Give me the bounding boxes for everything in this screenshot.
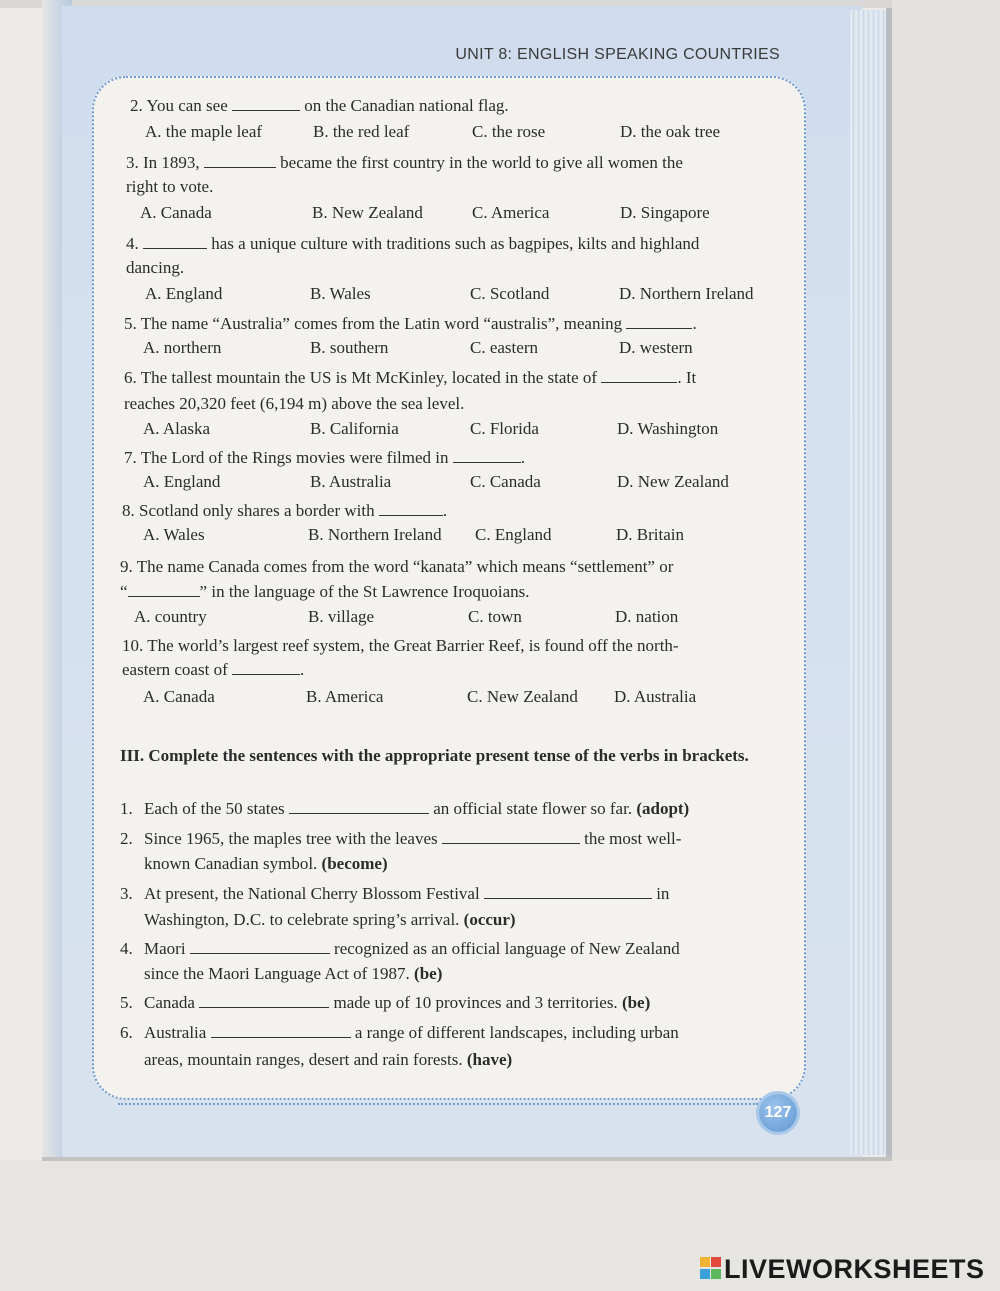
verb-hint: (occur) xyxy=(463,910,516,929)
option-b[interactable]: B. Australia xyxy=(310,472,392,491)
option-b[interactable]: B. New Zealand xyxy=(312,203,423,222)
sentence-text: a range of different landscapes, including urban xyxy=(350,1023,679,1042)
question-3-line xyxy=(126,175,213,198)
sentence-text: Washington, D.C. to celebrate spring’s arrival. xyxy=(144,910,464,929)
answer-blank[interactable] xyxy=(232,95,300,111)
verb-hint: (adopt) xyxy=(636,799,690,818)
question-text: 8. Scotland only shares a border with xyxy=(122,501,379,520)
item-number: 6. xyxy=(120,1023,133,1042)
question-text: 7. The Lord of the Rings movies were filmed in xyxy=(124,448,453,467)
item-number: 4. xyxy=(120,939,133,958)
liveworksheets-logo-text: LIVEWORKSHEETS xyxy=(724,1254,985,1284)
option-c[interactable]: C. England xyxy=(475,525,552,544)
sentence-line xyxy=(144,1048,512,1071)
answer-blank[interactable] xyxy=(626,313,692,329)
book-bottom-edge xyxy=(42,1157,892,1161)
answer-blank[interactable] xyxy=(232,659,300,675)
answer-blank[interactable] xyxy=(211,1022,351,1038)
question-text: dancing. xyxy=(126,258,185,277)
sentence-text: areas, mountain ranges, desert and rain forests. xyxy=(144,1050,467,1069)
option-a[interactable]: A. country xyxy=(134,607,207,626)
question-text: has a unique culture with traditions such as bagpipes, kilts and highland xyxy=(207,234,700,253)
sentence-line xyxy=(144,991,650,1014)
option-a[interactable]: A. England xyxy=(145,284,223,303)
sentence-text: Canada xyxy=(144,993,200,1012)
question-5-line xyxy=(124,312,697,335)
option-c[interactable]: C. Canada xyxy=(470,472,541,491)
option-d[interactable]: D. the oak tree xyxy=(620,122,721,141)
question-3-line xyxy=(126,151,683,174)
option-a[interactable]: A. Wales xyxy=(143,525,205,544)
question-text: 2. You can see xyxy=(130,96,232,115)
item-number: 1. xyxy=(120,799,133,818)
option-c[interactable]: C. Florida xyxy=(470,419,539,438)
question-text: . xyxy=(299,660,305,679)
sentence-text: the most well- xyxy=(579,829,682,848)
option-b[interactable]: B. village xyxy=(308,607,375,626)
question-text: 3. In 1893, xyxy=(126,153,204,172)
verb-hint: (be) xyxy=(414,964,443,983)
question-text: 5. The name “Australia” comes from the Latin word “australis”, meaning xyxy=(124,314,627,333)
question-text: “ xyxy=(120,582,128,601)
question-text: right to vote. xyxy=(126,177,214,196)
question-text: . xyxy=(692,314,697,333)
question-6-line xyxy=(124,392,464,415)
option-a[interactable]: A. Canada xyxy=(143,687,215,706)
answer-blank[interactable] xyxy=(204,152,276,168)
question-text: 6. The tallest mountain the US is Mt McKinley, located in the state of xyxy=(124,368,602,387)
sentence-line xyxy=(144,852,388,875)
answer-blank[interactable] xyxy=(453,447,521,463)
liveworksheets-logo-icon xyxy=(700,1257,722,1281)
answer-blank[interactable] xyxy=(442,828,580,844)
answer-blank[interactable] xyxy=(601,367,677,383)
sentence-line xyxy=(144,1021,679,1044)
question-7-line xyxy=(124,446,525,469)
question-4-line xyxy=(126,256,184,279)
sentence-text: recognized as an official language of New Zealand xyxy=(329,939,680,958)
question-text: . xyxy=(520,448,526,467)
question-text: . It xyxy=(677,368,697,387)
sentence-line xyxy=(144,908,516,931)
answer-blank[interactable] xyxy=(128,581,200,597)
sentence-text: known Canadian symbol. xyxy=(144,854,322,873)
option-d[interactable]: D. New Zealand xyxy=(617,472,729,491)
sentence-text: in xyxy=(651,884,670,903)
sentence-line xyxy=(144,882,669,905)
question-text: reaches 20,320 feet (6,194 m) above the sea level. xyxy=(124,394,465,413)
question-9-line xyxy=(120,580,530,603)
question-text: on the Canadian national flag. xyxy=(300,96,509,115)
sentence-text: Since 1965, the maples tree with the leaves xyxy=(144,829,442,848)
option-d[interactable]: D. Washington xyxy=(617,419,719,438)
question-text: ” in the language of the St Lawrence Iroquoians. xyxy=(199,582,530,601)
option-b[interactable]: B. Wales xyxy=(310,284,371,303)
item-number: 2. xyxy=(120,829,133,848)
option-b[interactable]: B. the red leaf xyxy=(313,122,410,141)
question-4-line xyxy=(126,232,699,255)
answer-blank[interactable] xyxy=(379,500,443,516)
answer-blank[interactable] xyxy=(289,798,429,814)
page-number: 127 xyxy=(759,1094,797,1132)
option-d[interactable]: D. Singapore xyxy=(620,203,710,222)
verb-hint: (have) xyxy=(466,1050,513,1069)
option-a[interactable]: A. England xyxy=(143,472,221,491)
answer-blank[interactable] xyxy=(199,992,329,1008)
option-d[interactable]: D. nation xyxy=(615,607,679,626)
sentence-line xyxy=(144,827,681,850)
option-b[interactable]: B. southern xyxy=(310,338,389,357)
option-b[interactable]: B. Northern Ireland xyxy=(308,525,442,544)
answer-blank[interactable] xyxy=(484,883,652,899)
scan-background-right xyxy=(892,0,1000,1291)
option-c[interactable]: C. New Zealand xyxy=(467,687,578,706)
sentence-line xyxy=(144,797,689,820)
option-a[interactable]: A. Canada xyxy=(140,203,212,222)
item-number: 5. xyxy=(120,993,133,1012)
question-10-line xyxy=(122,658,304,681)
sentence-text: Each of the 50 states xyxy=(144,799,289,818)
answer-blank[interactable] xyxy=(190,938,330,954)
option-d[interactable]: D. Australia xyxy=(614,687,697,706)
option-c[interactable]: C. the rose xyxy=(472,122,546,141)
sentence-text: made up of 10 provinces and 3 territories. xyxy=(329,993,622,1012)
option-c[interactable]: C. eastern xyxy=(470,338,538,357)
question-text: 4. xyxy=(126,234,143,253)
verb-hint: (become) xyxy=(321,854,388,873)
question-text: . xyxy=(442,501,448,520)
question-text: 10. The world’s largest reef system, the Great Barrier Reef, is found off the north- xyxy=(122,636,679,655)
page-edges xyxy=(850,10,890,1155)
question-6-line xyxy=(124,366,696,389)
question-8-line xyxy=(122,499,447,522)
sentence-text: Australia xyxy=(144,1023,211,1042)
option-d[interactable]: D. Northern Ireland xyxy=(619,284,754,303)
question-9-line xyxy=(120,555,673,578)
verb-hint: (be) xyxy=(621,993,651,1012)
option-c[interactable]: C. America xyxy=(472,203,550,222)
option-a[interactable]: A. Alaska xyxy=(143,419,211,438)
footer-divider xyxy=(118,1103,758,1105)
question-2-line xyxy=(130,94,509,117)
answer-blank[interactable] xyxy=(143,233,207,249)
sentence-text: an official state flower so far. xyxy=(428,799,637,818)
sentence-text: At present, the National Cherry Blossom Festival xyxy=(144,884,484,903)
option-b[interactable]: B. California xyxy=(310,419,399,438)
sentence-text: since the Maori Language Act of 1987. xyxy=(144,964,415,983)
question-text: eastern coast of xyxy=(122,660,232,679)
question-10-line xyxy=(122,634,679,657)
option-a[interactable]: A. the maple leaf xyxy=(145,122,263,141)
item-number: 3. xyxy=(120,884,133,903)
sentence-line xyxy=(144,937,680,960)
question-text: became the first country in the world to give all women the xyxy=(275,153,683,172)
option-d[interactable]: D. western xyxy=(619,338,693,357)
option-b[interactable]: B. America xyxy=(306,687,384,706)
option-d[interactable]: D. Britain xyxy=(616,525,684,544)
sentence-line xyxy=(144,962,442,985)
option-c[interactable]: C. town xyxy=(468,607,522,626)
option-a[interactable]: A. northern xyxy=(143,338,222,357)
question-text: 9. The name Canada comes from the word “kanata” which means “settlement” or xyxy=(120,557,674,576)
section-iii-title: III. Complete the sentences with the appropriate present tense of the verbs in brackets. xyxy=(120,746,749,765)
option-c[interactable]: C. Scotland xyxy=(470,284,550,303)
liveworksheets-logo xyxy=(700,1254,985,1284)
unit-header: UNIT 8: ENGLISH SPEAKING COUNTRIES xyxy=(455,46,780,63)
sentence-text: Maori xyxy=(144,939,190,958)
